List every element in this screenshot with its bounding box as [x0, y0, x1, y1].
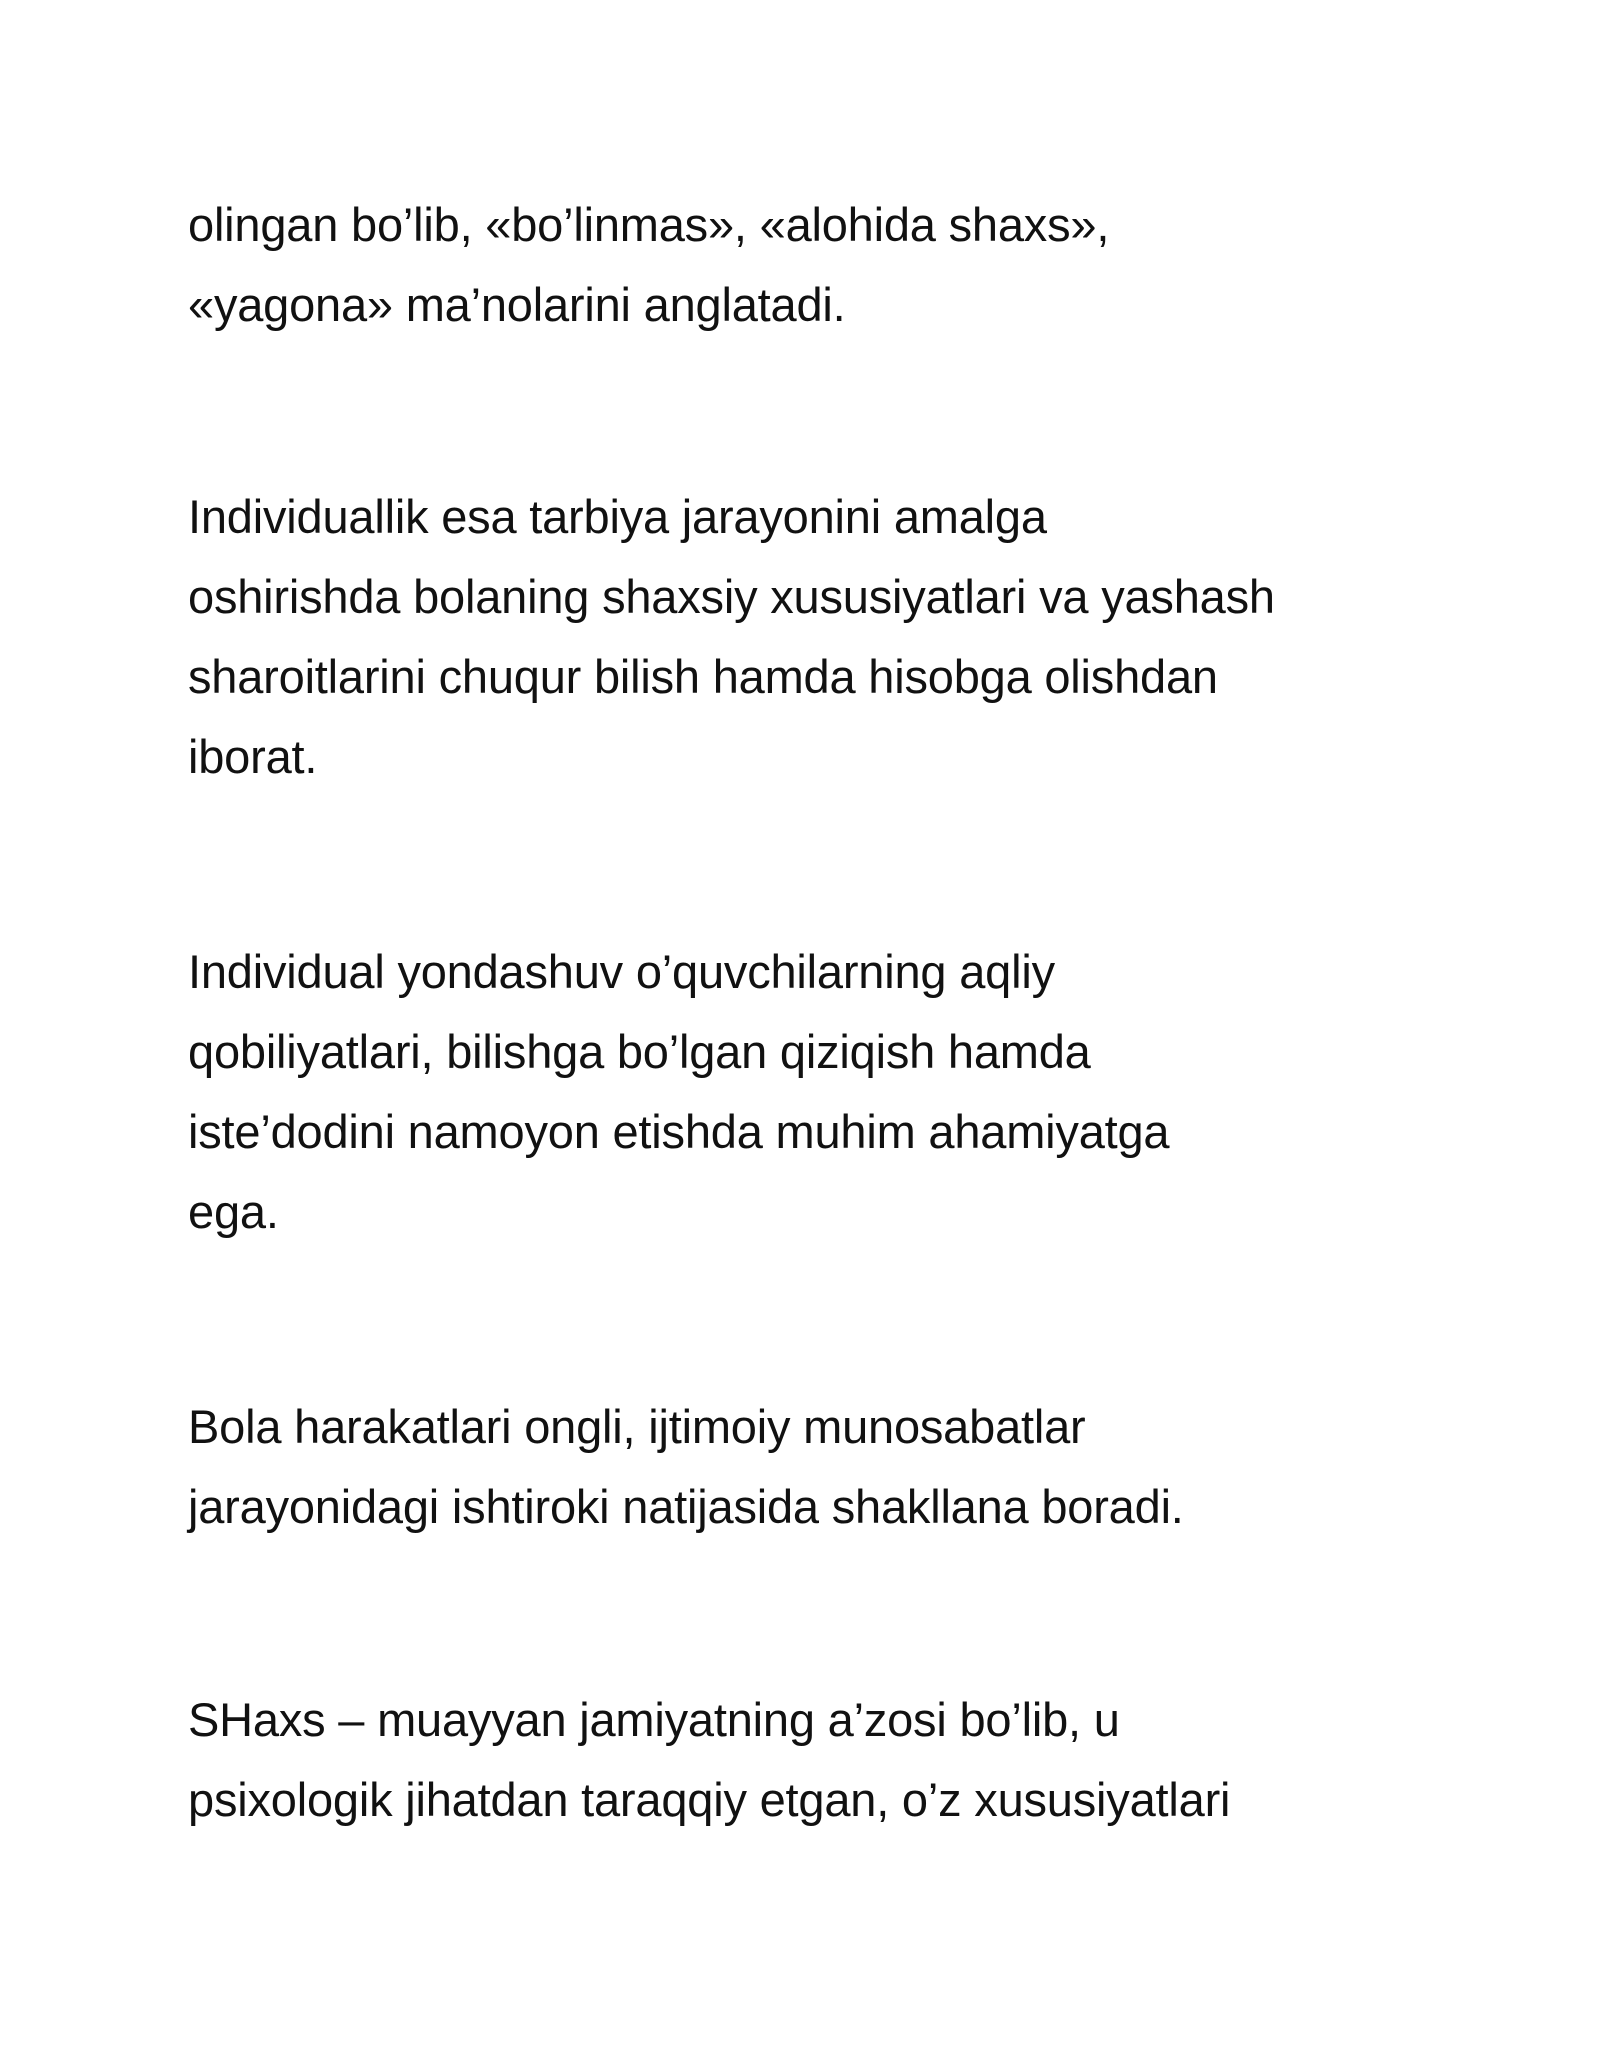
paragraph-1: [188, 185, 1448, 345]
paragraph-2: [188, 477, 1448, 797]
text-line: «yagona» ma’nolarini anglatadi.: [188, 278, 846, 331]
text-line: qobiliyatlari, bilishga bo’lgan qiziqish hamda: [188, 1025, 1091, 1078]
text-line: iborat.: [188, 730, 318, 783]
paragraph-5: [188, 1680, 1448, 1840]
paragraph-3: [188, 932, 1448, 1252]
paragraph-4: [188, 1387, 1448, 1547]
text-line: oshirishda bolaning shaxsiy xususiyatlari va yashash: [188, 570, 1275, 623]
text-line: jarayonidagi ishtiroki natijasida shakllana boradi.: [188, 1480, 1184, 1533]
text-line: Individuallik esa tarbiya jarayonini amalga: [188, 490, 1047, 543]
text-line: SHaxs – muayyan jamiyatning a’zosi bo’lib, u: [188, 1693, 1120, 1746]
text-line: iste’dodini namoyon etishda muhim ahamiyatga: [188, 1105, 1170, 1158]
text-line: ega.: [188, 1185, 279, 1238]
text-line: olingan bo’lib, «bo’linmas», «alohida shaxs»,: [188, 198, 1110, 251]
text-line: psixologik jihatdan taraqqiy etgan, o’z xususiyatlari: [188, 1773, 1231, 1826]
text-line: Bola harakatlari ongli, ijtimoiy munosabatlar: [188, 1400, 1086, 1453]
text-line: sharoitlarini chuqur bilish hamda hisobga olishdan: [188, 650, 1218, 703]
text-line: Individual yondashuv o’quvchilarning aqliy: [188, 945, 1055, 998]
